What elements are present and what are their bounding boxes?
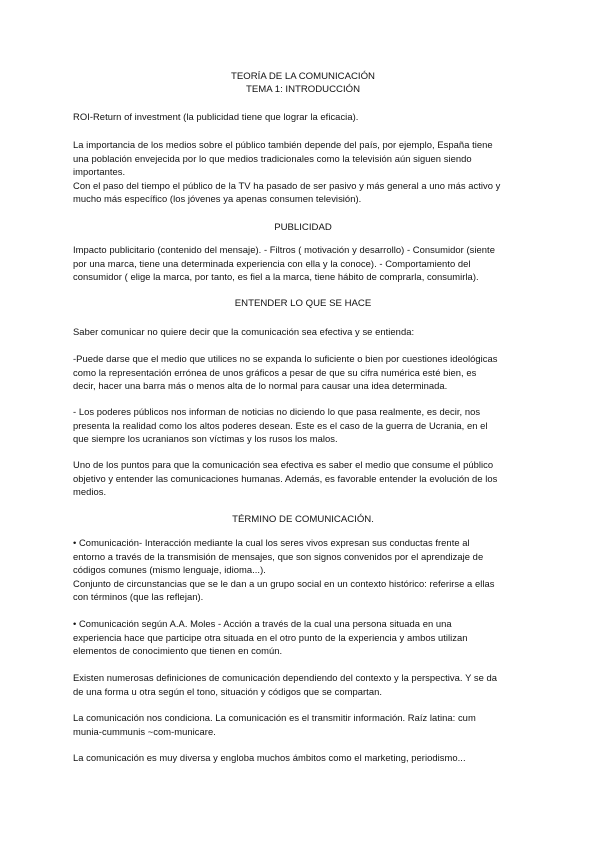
title-line-2: TEMA 1: INTRODUCCIÓN [245, 84, 361, 95]
paragraph-line: munia-cummunis ~com-municare. [73, 725, 216, 737]
paragraph-line: por una marca, tiene una determinada experiencia con ella y la conoce). - Comportamiento del [73, 257, 471, 269]
paragraph-line: -Puede darse que el medio que utilices no se expanda lo suficiente o bien por cuestiones ideológicas [73, 353, 498, 364]
paragraph-line: presenta la realidad como los altos poderes desean. Este es el caso de la guerra de Ucrania, en el [73, 419, 488, 431]
publicidad-paragraph [73, 243, 533, 284]
paragraph-line: experiencia hace que participe otra situada en el otro punto de la experiencia y ambos utilizan [73, 631, 468, 643]
paragraph-line: decir, hacer una barra más o menos alta de lo normal para causar una idea determinada. [73, 380, 448, 392]
entender-intro [73, 325, 533, 339]
paragraph-line: Impacto publicitario (contenido del mensaje). - Filtros ( motivación y desarrollo) - Consumidor (siente [73, 244, 495, 255]
paragraph-line: Conjunto de circunstancias que se le dan a un grupo social en un contexto histórico: referirse a ellas [73, 577, 495, 589]
publicidad-heading: PUBLICIDAD [274, 222, 332, 233]
paragraph-line: como la representación errónea de unos gráficos a pesar de que su cifra numérica esté bien, es [73, 366, 477, 378]
paragraph-line: elementos de conocimiento que tienen en común. [73, 645, 283, 657]
paragraph-line: - Los poderes públicos nos informan de noticias no diciendo lo que pasa realmente, es decir, nos [73, 406, 481, 417]
paragraph-line: entorno a través de la transmisión de mensajes, que son signos convenidos por el aprendizaje de [73, 550, 484, 562]
paragraph-line: mucho más específico (los jóvenes ya apenas consumen televisión). [73, 193, 362, 205]
paragraph-line: Existen numerosas definiciones de comunicación dependiendo del contexto y la perspectiva. Y se da [73, 672, 498, 683]
paragraph-line: • Comunicación según A.A. Moles - Acción a través de la cual una persona situada en una [73, 618, 452, 629]
paragraph-line: La comunicación es muy diversa y engloba muchos ámbitos como el marketing, periodismo... [73, 752, 466, 763]
termino-scope [73, 751, 533, 765]
paragraph-line: Uno de los puntos para que la comunicación sea efectiva es saber el medio que consume el público [73, 459, 494, 470]
termino-definition-moles [73, 617, 533, 658]
paragraph-line: una población envejecida por lo que medios tradicionales como la televisión aún siguen siendo [73, 152, 472, 164]
paragraph-line: objetivo y entender las comunicaciones humanas. Además, es favorable entender la evolución de los [73, 472, 498, 484]
document-title [73, 70, 533, 96]
paragraph-line: Con el paso del tiempo el público de la TV ha pasado de ser pasivo y más general a uno más activo y [73, 179, 501, 191]
paragraph-line: códigos comunes (mismo lenguaje, idioma...). [73, 564, 266, 576]
entender-point-1 [73, 352, 533, 393]
paragraph-line: que siempre los ucranianos son víctimas y los rusos los malos. [73, 433, 338, 445]
paragraph-line: consumidor ( elige la marca, por tanto, es fiel a la marca, tiene hábito de comprarla, consumirla). [73, 271, 479, 283]
paragraph-line: La importancia de los medios sobre el público también depende del país, por ejemplo, España tiene [73, 139, 493, 150]
roi-text: ROI-Return of investment (la publicidad tiene que lograr la eficacia). [73, 111, 359, 122]
entender-conclusion [73, 458, 533, 499]
entender-point-2 [73, 405, 533, 446]
paragraph-line: Saber comunicar no quiere decir que la comunicación sea efectiva y se entienda: [73, 326, 415, 337]
termino-definition-1 [73, 536, 533, 604]
termino-definitions-note [73, 671, 533, 698]
paragraph-line: medios. [73, 486, 107, 498]
importance-paragraph [73, 138, 533, 206]
entender-heading: ENTENDER LO QUE SE HACE [234, 298, 372, 309]
paragraph-line: con términos (que las reflejan). [73, 591, 204, 603]
paragraph-line: • Comunicación- Interacción mediante la cual los seres vivos expresan sus conductas frente al [73, 537, 470, 548]
termino-latin-root [73, 711, 533, 738]
roi-paragraph [73, 110, 533, 124]
termino-heading: TÉRMINO DE COMUNICACIÓN. [232, 514, 374, 525]
title-line-1: TEORÍA DE LA COMUNICACIÓN [231, 71, 375, 82]
paragraph-line: de una forma u otra según el tono, situación y códigos que se compartan. [73, 685, 382, 697]
paragraph-line: La comunicación nos condiciona. La comunicación es el transmitir información. Raíz latina: cum [73, 712, 476, 723]
paragraph-line: importantes. [73, 166, 126, 178]
